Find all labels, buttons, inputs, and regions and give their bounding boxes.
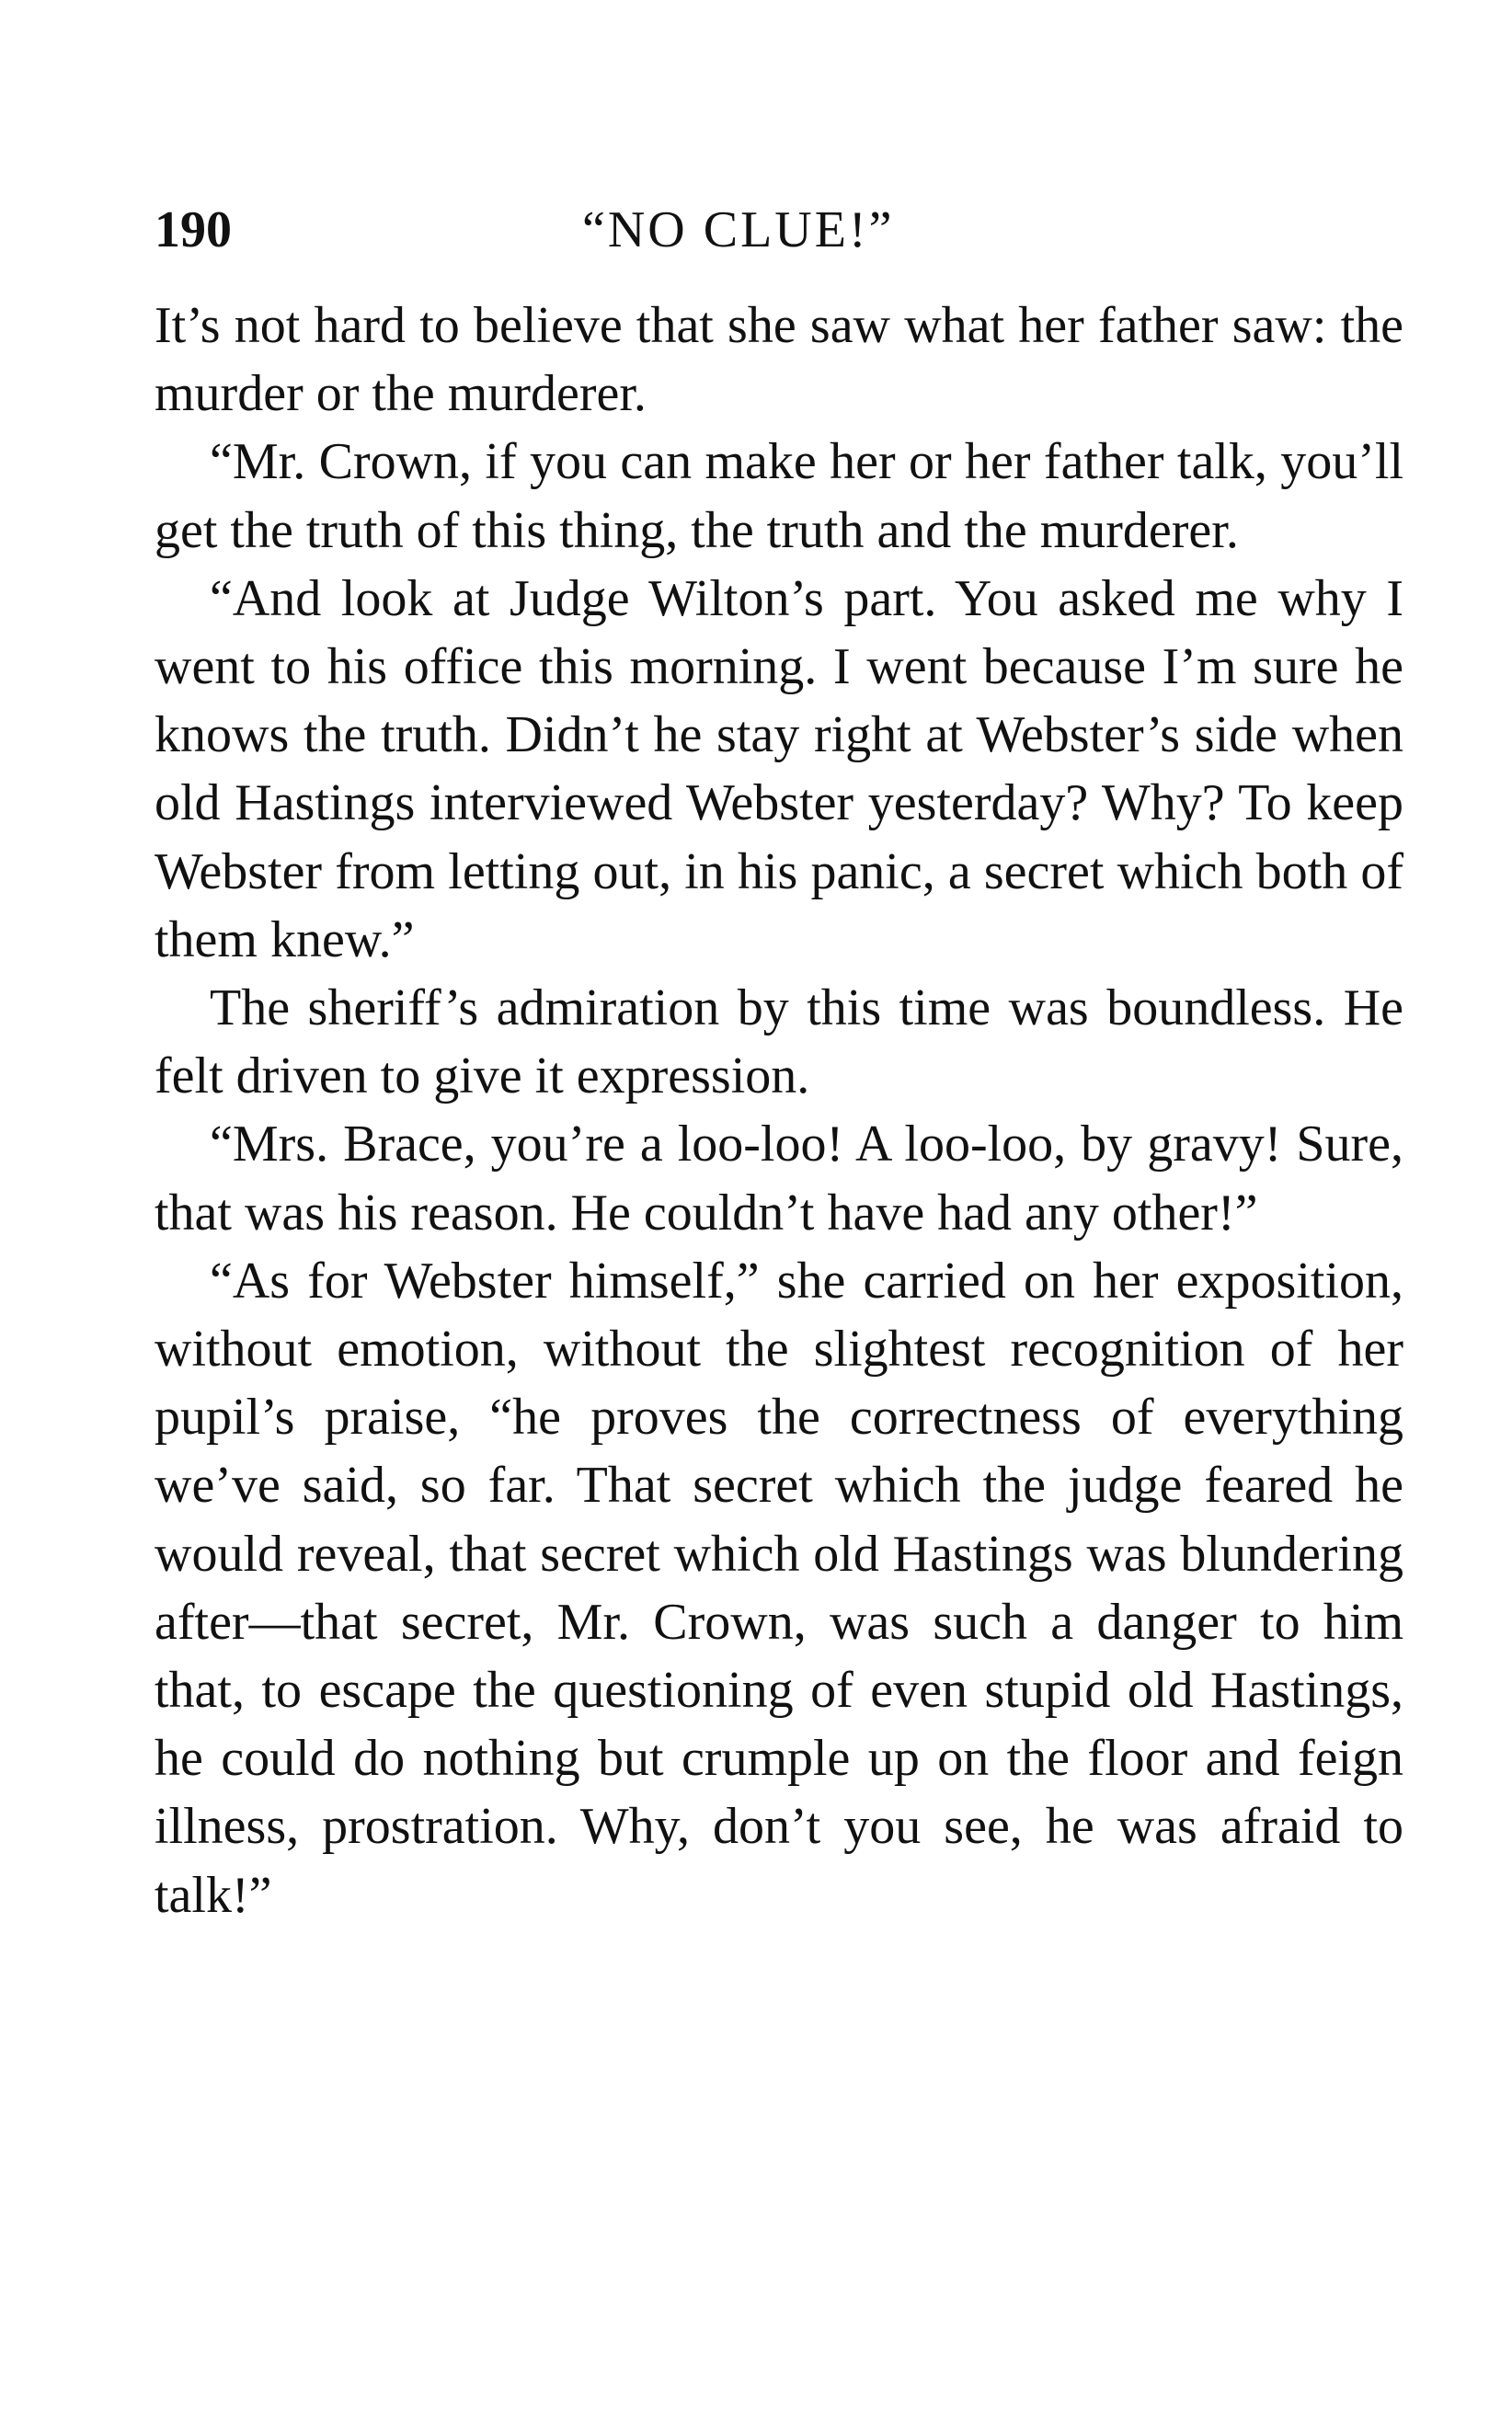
running-title: “NO CLUE!” bbox=[582, 201, 895, 258]
paragraph-continuation: It’s not hard to believe that she saw what her father saw: the murder or the murderer. bbox=[155, 297, 1403, 423]
paragraph: “Mr. Crown, if you can make her or her father talk, you’ll get the truth of this thing, the truth and the murderer. bbox=[155, 433, 1403, 559]
paragraph: “Mrs. Brace, you’re a loo-loo! A loo-loo, by gravy! Sure, that was his reason. He couldn’t have had any other!” bbox=[155, 1116, 1403, 1242]
paragraph: The sheriff’s admiration by this time was boundless. He felt driven to give it expression. bbox=[155, 979, 1403, 1105]
running-head bbox=[155, 189, 1402, 271]
page-number: 190 bbox=[155, 201, 232, 258]
text-body bbox=[155, 292, 1403, 1929]
paragraph: “And look at Judge Wilton’s part. You asked me why I went to his office this morning. I went because I’m sure he knows the truth. Didn’t he stay right at Webster’s side when old Hastings interviewed Webster yesterday? Why? To keep Webster from letting out, in his panic, a secret which both of them knew.” bbox=[155, 569, 1403, 968]
paragraph: “As for Webster himself,” she carried on her exposition, without emotion, without the slightest recognition of her pupil’s praise, “he proves the correctness of everything we’ve said, so far. That secret which the judge feared he would reveal, that secret which old Hastings was blundering after—that secret, Mr. Crown, was such a danger to him that, to escape the questioning of even stupid old Hastings, he could do nothing but crumple up on the floor and feign illness, prostration. Why, don’t you see, he was afraid to talk!” bbox=[155, 1252, 1403, 1924]
